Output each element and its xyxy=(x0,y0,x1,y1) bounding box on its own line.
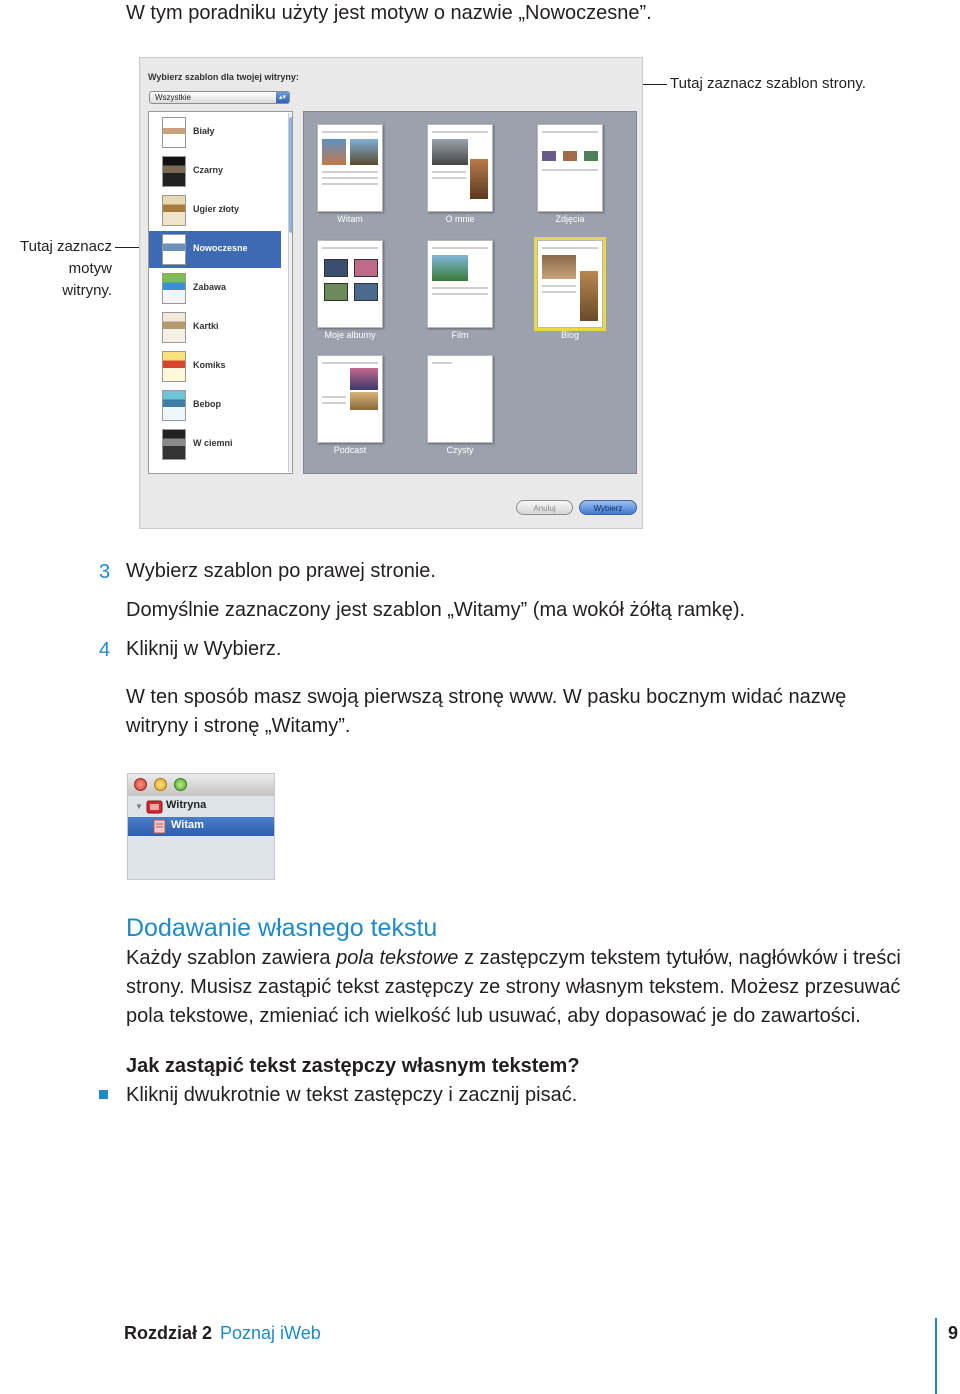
theme-filter-value: Wszystkie xyxy=(155,93,191,102)
callout-theme-line2: motyw witryny. xyxy=(62,260,112,299)
theme-thumbnail xyxy=(162,429,186,460)
disclosure-triangle-icon[interactable]: ▼ xyxy=(135,802,143,811)
callout-theme xyxy=(18,236,112,302)
template-thumb-podcast[interactable] xyxy=(317,355,383,443)
theme-name: Czarny xyxy=(193,165,224,175)
theme-item[interactable] xyxy=(149,114,281,151)
paragraph-line1 xyxy=(126,944,946,973)
theme-name: Komiks xyxy=(193,360,226,370)
footer-divider xyxy=(935,1318,937,1394)
template-thumb-blog[interactable] xyxy=(537,240,603,328)
step-detail-line1: W ten sposób masz swoją pierwszą stronę www. W pasku bocznym widać nazwę xyxy=(126,686,847,708)
theme-thumbnail xyxy=(162,390,186,421)
paragraph-line2: strony. Musisz zastąpić tekst zastępczy ze strony własnym tekstem. Możesz przesuwać xyxy=(126,976,901,998)
theme-list-scrollbar[interactable] xyxy=(288,113,293,472)
theme-item[interactable] xyxy=(149,153,281,190)
theme-name: Zabawa xyxy=(193,282,227,292)
template-label: Podcast xyxy=(333,445,367,455)
theme-name: Ugier złoty xyxy=(193,204,240,214)
choose-button[interactable]: Wybierz xyxy=(579,500,637,515)
cancel-button[interactable]: Anuluj xyxy=(516,500,573,515)
page-name: Witam xyxy=(171,819,204,831)
callout-template: Tutaj zaznacz szablon strony. xyxy=(670,75,866,92)
template-thumb-witam[interactable] xyxy=(317,124,383,212)
theme-item[interactable] xyxy=(149,270,281,307)
step-detail: Domyślnie zaznaczony jest szablon „Witamy” (ma wokół żółtą ramkę). xyxy=(126,599,746,621)
footer-chapter: Rozdział 2 xyxy=(124,1323,213,1343)
emphasis-text-fields: pola tekstowe xyxy=(336,947,459,969)
step-detail-line2: witryny i stronę „Witamy”. xyxy=(126,715,351,737)
section-paragraph xyxy=(126,944,946,1031)
bullet-text: Kliknij dwukrotnie w tekst zastępczy i zacznij pisać. xyxy=(126,1084,578,1106)
template-label: O mnie xyxy=(445,214,475,224)
template-thumb-o-mnie[interactable] xyxy=(427,124,493,212)
step-text: Kliknij w Wybierz. xyxy=(126,638,282,660)
close-window-button[interactable] xyxy=(134,778,147,791)
theme-name: Nowoczesne xyxy=(193,243,248,253)
template-label: Witam xyxy=(337,214,363,224)
theme-item[interactable] xyxy=(149,426,281,463)
template-chooser-dialog xyxy=(139,57,643,529)
paragraph-text: z zastępczym tekstem tytułów, nagłówków i treści xyxy=(458,947,901,969)
theme-filter-select[interactable] xyxy=(149,91,290,104)
template-thumb-czysty[interactable] xyxy=(427,355,493,443)
step-text: Wybierz szablon po prawej stronie. xyxy=(126,560,436,582)
select-arrows-icon: ▴▾ xyxy=(276,92,289,103)
theme-item[interactable] xyxy=(149,387,281,424)
theme-name: W ciemni xyxy=(193,438,233,448)
site-name: Witryna xyxy=(166,799,207,811)
minimize-window-button[interactable] xyxy=(154,778,167,791)
template-label: Czysty xyxy=(446,445,474,455)
template-label: Blog xyxy=(560,330,579,340)
theme-item[interactable] xyxy=(149,309,281,346)
template-thumb-moje-albumy[interactable] xyxy=(317,240,383,328)
paragraph-text: Każdy szablon zawiera xyxy=(126,947,337,969)
theme-name: Biały xyxy=(193,126,215,136)
page-icon xyxy=(153,819,166,834)
page-number: 9 xyxy=(948,1323,959,1343)
theme-name: Kartki xyxy=(193,321,219,331)
step-number: 4 xyxy=(99,639,111,661)
theme-thumbnail xyxy=(162,195,186,226)
callout-theme-line1: Tutaj zaznacz xyxy=(20,238,112,255)
template-grid[interactable] xyxy=(303,111,637,474)
template-thumb-zdjecia[interactable] xyxy=(537,124,603,212)
template-label: Zdjęcia xyxy=(555,214,585,224)
template-label: Film xyxy=(451,330,469,340)
theme-thumbnail xyxy=(162,273,186,304)
template-label: Moje albumy xyxy=(324,330,376,340)
intro-text: W tym poradniku użyty jest motyw o nazwie „Nowoczesne”. xyxy=(126,2,652,24)
theme-list[interactable] xyxy=(148,111,293,474)
theme-item-selected[interactable] xyxy=(149,231,281,268)
theme-thumbnail xyxy=(162,234,186,265)
theme-thumbnail xyxy=(162,351,186,382)
sidebar-page-row-selected[interactable] xyxy=(128,817,275,836)
theme-thumbnail xyxy=(162,312,186,343)
window-titlebar xyxy=(128,774,275,796)
theme-item[interactable] xyxy=(149,192,281,229)
template-thumb-film[interactable] xyxy=(427,240,493,328)
zoom-window-button[interactable] xyxy=(174,778,187,791)
theme-item[interactable] xyxy=(149,348,281,385)
footer-chapter-title: Poznaj iWeb xyxy=(220,1323,321,1343)
theme-thumbnail xyxy=(162,117,186,148)
task-question: Jak zastąpić tekst zastępczy własnym tekstem? xyxy=(126,1055,580,1077)
iweb-sidebar xyxy=(127,773,275,880)
step-number: 3 xyxy=(99,561,111,583)
site-icon xyxy=(146,799,163,814)
bullet-marker xyxy=(99,1090,108,1099)
sidebar-site-row[interactable] xyxy=(128,796,275,817)
dialog-title: Wybierz szablon dla twojej witryny: xyxy=(148,72,299,82)
theme-name: Bebop xyxy=(193,399,221,409)
scrollbar-knob[interactable] xyxy=(289,117,293,233)
section-heading: Dodawanie własnego tekstu xyxy=(126,914,438,942)
theme-thumbnail xyxy=(162,156,186,187)
paragraph-line3: pola tekstowe, zmieniać ich wielkość lub usuwać, aby dopasować je do zawartości. xyxy=(126,1005,861,1027)
